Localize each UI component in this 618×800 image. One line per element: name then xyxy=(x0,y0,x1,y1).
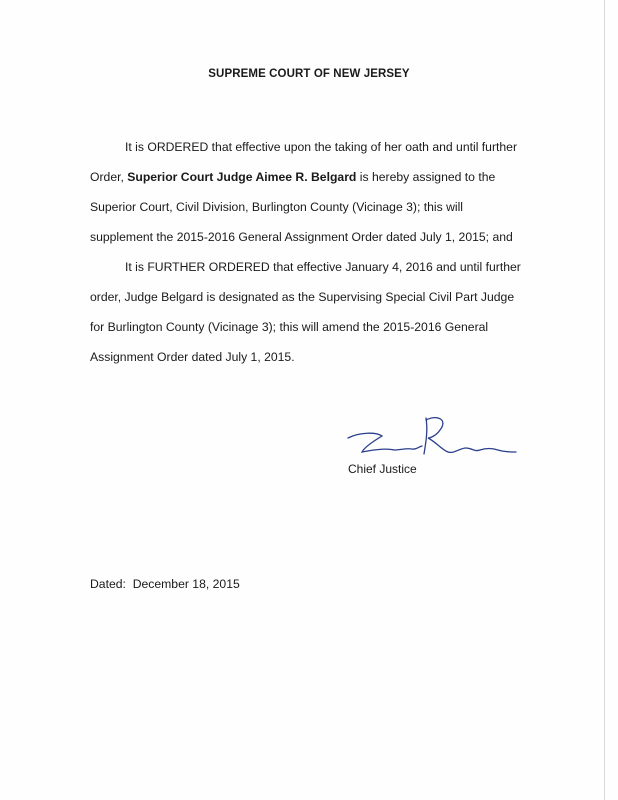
order-paragraph-2 xyxy=(90,252,530,372)
paragraph-2-line-2: order, Judge Belgard is designated as the Supervising Special Civil Part Judge xyxy=(90,290,515,304)
paragraph-2-line-4: Assignment Order dated July 1, 2015. xyxy=(90,350,295,364)
paragraph-1-line-2-post: is hereby assigned to the xyxy=(356,170,496,184)
order-body xyxy=(90,132,530,372)
paragraph-2-line-3: for Burlington County (Vicinage 3); this will amend the 2015-2016 General xyxy=(90,320,489,334)
assigned-judge-name: Superior Court Judge Aimee R. Belgard xyxy=(127,170,357,184)
dated-line xyxy=(90,577,240,591)
paragraph-1-line-2 xyxy=(90,162,530,192)
paragraph-2-line-1: It is FURTHER ORDERED that effective January 4, 2016 and until further xyxy=(125,260,521,274)
order-paragraph-1 xyxy=(90,132,530,252)
paragraph-1-line-4: supplement the 2015-2016 General Assignment Order dated July 1, 2015; and xyxy=(90,230,513,244)
paragraph-1-line-2-pre: Order, xyxy=(90,170,128,184)
signer-title: Chief Justice xyxy=(348,462,417,476)
page-edge xyxy=(604,0,605,800)
handwritten-signature xyxy=(342,412,522,468)
document-heading: SUPREME COURT OF NEW JERSEY xyxy=(208,68,410,80)
dated-date: December 18, 2015 xyxy=(132,577,240,591)
paragraph-1-line-3: Superior Court, Civil Division, Burlington County (Vicinage 3); this will xyxy=(90,200,463,214)
dated-label: Dated: xyxy=(90,577,126,591)
paragraph-1-line-1: It is ORDERED that effective upon the taking of her oath and until further xyxy=(125,140,518,154)
